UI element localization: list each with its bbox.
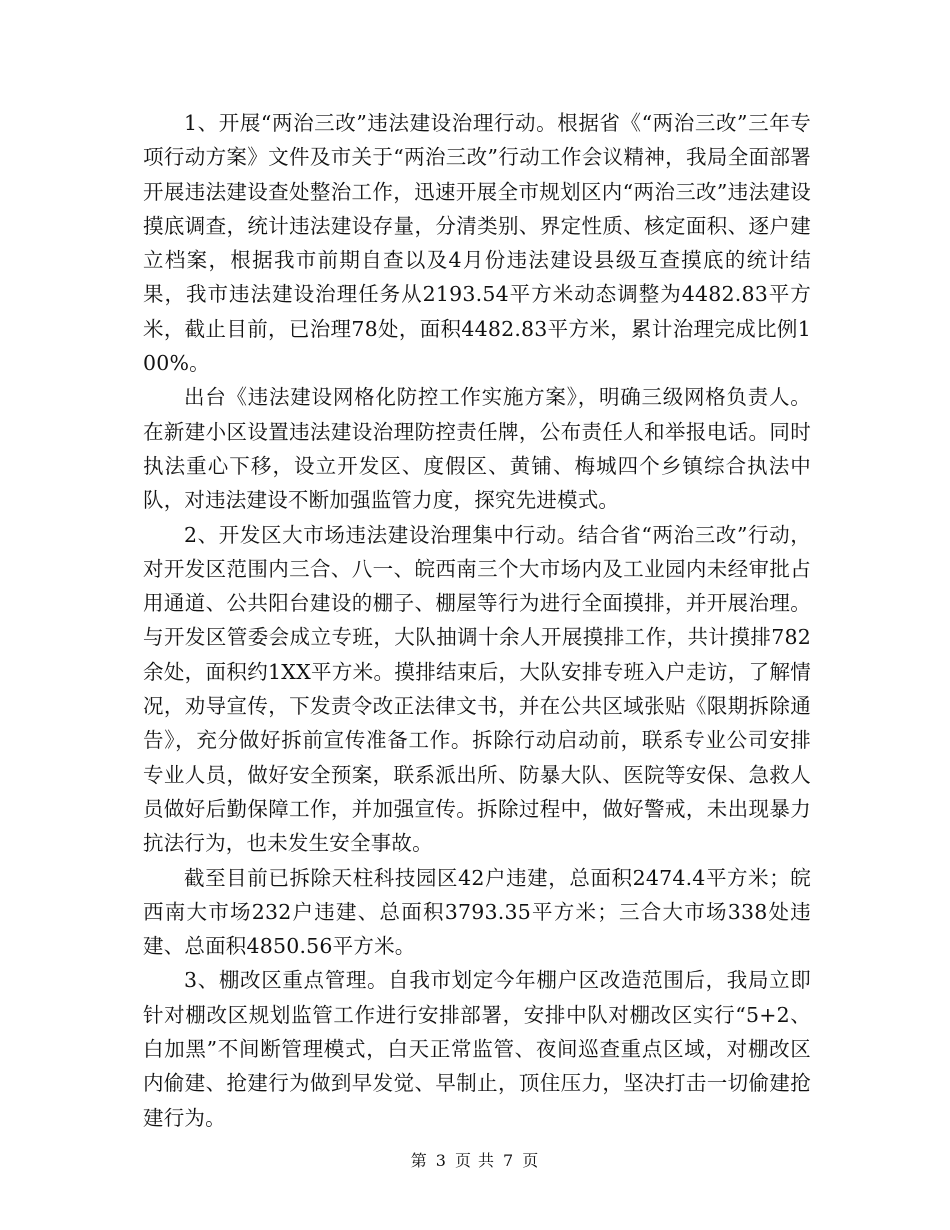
document-body [143,106,811,1135]
paragraph-5: 3、棚改区重点管理。自我市划定今年棚户区改造范围后，我局立即针对棚改区规划监管工作进行安排部署，安排中队对棚改区实行“5+2、白加黑”不间断管理模式，白天正常监管、夜间巡查重点区域，对棚改区内偷建、抢建行为做到早发觉、早制止，顶住压力，坚决打击一切偷建抢建行为。 [143,968,811,1130]
footer-prefix: 第 [410,1151,428,1170]
footer-middle: 页 共 [454,1151,496,1170]
paragraph-1: 1、开展“两治三改”违法建设治理行动。根据省《“两治三改”三年专项行动方案》文件及市关于“两治三改”行动工作会议精神，我局全面部署开展违法建设查处整治工作，迅速开展全市规划区内“两治三改”违法建设摸底调查，统计违法建设存量，分清类别、界定性质、核定面积、逐户建立档案，根据我市前期自查以及4月份违法建设县级互查摸底的统计结果，我市违法建设治理任务从2193.54平方米动态调整为4482.83平方米，截止目前，已治理78处，面积4482.83平方米，累计治理完成比例100%。 [143,111,811,376]
page-footer [0,1148,950,1171]
paragraph-2: 出台《违法建设网格化防控工作实施方案》，明确三级网格负责人。在新建小区设置违法建设治理防控责任牌，公布责任人和举报电话。同时执法重心下移，设立开发区、度假区、黄铺、梅城四个乡镇综合执法中队，对违法建设不断加强监管力度，探究先进模式。 [143,385,811,513]
paragraph-4: 截至目前已拆除天柱科技园区42户违建，总面积2474.4平方米；皖西南大市场232户违建、总面积3793.35平方米；三合大市场338处违建、总面积4850.56平方米。 [143,865,811,959]
footer-total-pages: 7 [503,1151,515,1170]
paragraph-3: 2、开发区大市场违法建设治理集中行动。结合省“两治三改”行动，对开发区范围内三合、八一、皖西南三个大市场内及工业园内未经审批占用通道、公共阳台建设的棚子、棚屋等行为进行全面摸排，并开展治理。与开发区管委会成立专班，大队抽调十余人开展摸排工作，共计摸排782余处，面积约1XX平方米。摸排结束后，大队安排专班入户走访，了解情况，劝导宣传，下发责令改正法律文书，并在公共区域张贴《限期拆除通告》，充分做好拆前宣传准备工作。拆除行动启动前，联系专业公司安排专业人员，做好安全预案，联系派出所、防暴大队、医院等安保、急救人员做好后勤保障工作，并加强宣传。拆除过程中，做好警戒，未出现暴力抗法行为，也未发生安全事故。 [143,522,811,856]
footer-suffix: 页 [522,1151,540,1170]
footer-page-number: 3 [435,1151,447,1170]
